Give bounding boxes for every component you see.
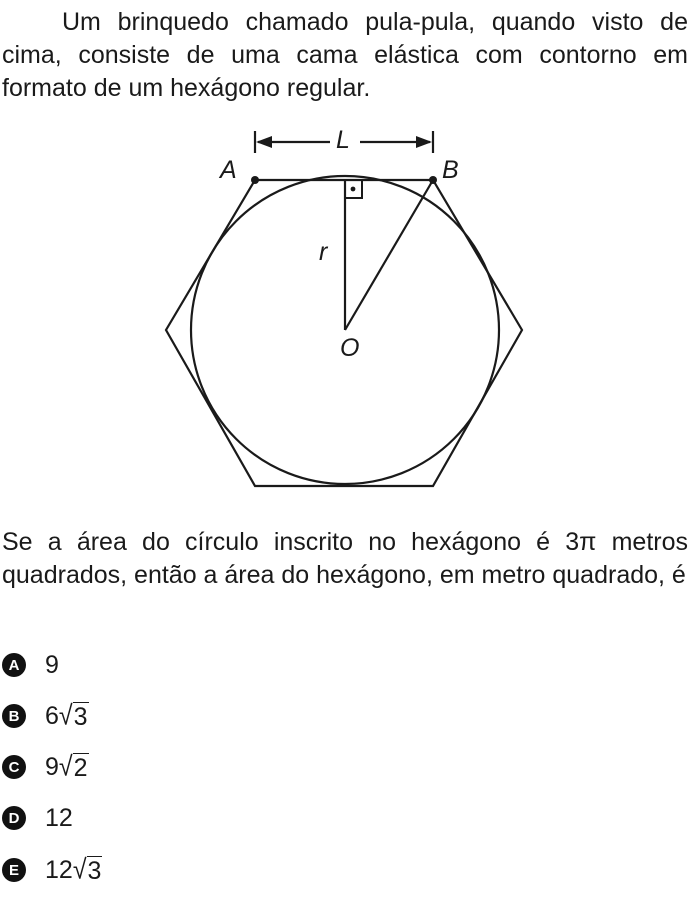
option-e[interactable] (2, 855, 102, 885)
option-a[interactable] (2, 650, 59, 680)
option-e-sqrt (73, 856, 103, 885)
option-c-radicand: 2 (73, 753, 88, 782)
option-a-badge: A (2, 653, 26, 677)
vertex-b-dot (429, 176, 437, 184)
hexagon-figure (150, 118, 540, 496)
option-c-sqrt (59, 753, 89, 782)
option-c-coef: 9 (45, 752, 59, 781)
option-e-radicand: 3 (87, 856, 102, 885)
option-a-value: 9 (45, 650, 59, 679)
option-d-value: 12 (45, 803, 73, 832)
option-b-radicand: 3 (73, 702, 88, 731)
label-o: O (340, 334, 360, 362)
option-e-coef: 12 (45, 855, 73, 884)
option-b-coef: 6 (45, 701, 59, 730)
sqrt-symbol: √ (58, 751, 73, 782)
option-b[interactable] (2, 701, 89, 731)
intro-paragraph: Um brinquedo chamado pula-pula, quando visto de cima, consiste de uma cama elástica com contorno em formato de um hexágono regular. (2, 8, 688, 102)
segment-ob (345, 180, 433, 330)
label-a: A (220, 156, 237, 184)
vertex-a-dot (251, 176, 259, 184)
sqrt-symbol: √ (72, 854, 87, 885)
label-b: B (442, 156, 459, 184)
option-d-badge: D (2, 806, 26, 830)
option-c-badge: C (2, 755, 26, 779)
right-angle-dot (351, 187, 356, 192)
sqrt-symbol: √ (58, 700, 73, 731)
option-e-badge: E (2, 858, 26, 882)
label-r: r (319, 238, 328, 266)
option-b-badge: B (2, 704, 26, 728)
label-l: L (336, 126, 350, 154)
option-d[interactable] (2, 803, 73, 833)
arrowhead-right (416, 136, 432, 148)
option-b-sqrt (59, 702, 89, 731)
question-paragraph: Se a área do círculo inscrito no hexágono é 3π metros quadrados, então a área do hexágono, em metro quadrado, é (2, 528, 688, 589)
arrowhead-left (256, 136, 272, 148)
option-c[interactable] (2, 752, 89, 782)
